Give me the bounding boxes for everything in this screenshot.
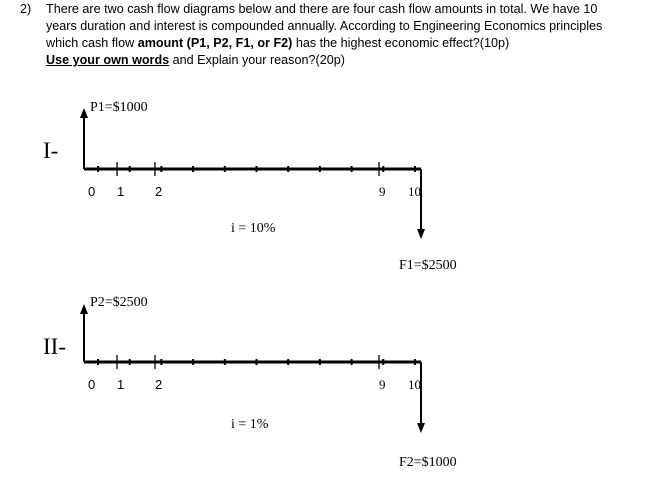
period-label-2: 2 — [155, 377, 163, 392]
tick-labels-1 — [88, 184, 421, 199]
interest-rate-label-2: i = 1% — [231, 417, 269, 432]
question-text — [20, 1, 660, 69]
cash-flow-diagram-1 — [0, 86, 663, 271]
interest-rate-label-1: i = 10% — [231, 221, 276, 236]
cash-flow-diagram-2-svg — [0, 282, 663, 470]
period-label-9: 9 — [379, 184, 386, 199]
present-value-label-2: P2=$2500 — [90, 295, 148, 310]
tick-labels-2 — [88, 377, 421, 392]
present-value-arrow-1-head — [80, 108, 88, 118]
future-value-arrow-1-head — [417, 229, 425, 239]
question-body — [46, 1, 660, 69]
question-line-3 — [46, 35, 660, 52]
question-line-4 — [46, 52, 660, 69]
question-line-3-segment-3: has the highest economic effect?(10p) — [292, 36, 510, 50]
question-line-3-segment-1: which cash flow — [46, 36, 138, 50]
diagram-1-label: I- — [43, 138, 59, 163]
question-emphasis-own-words: Use your own words — [46, 53, 170, 67]
cash-flow-diagram-2 — [0, 282, 663, 470]
question-line-1-segment-1: There are two cash flow diagrams below and there are four cash flow amounts in total. We have 10 — [46, 2, 598, 16]
future-value-label-2: F2=$1000 — [399, 455, 457, 470]
period-label-2: 2 — [155, 184, 163, 199]
question-line-1 — [46, 1, 660, 18]
period-label-9: 9 — [379, 377, 386, 392]
diagram-2-label: II- — [43, 334, 66, 359]
question-line-2 — [46, 18, 660, 35]
present-value-arrow-2-head — [80, 304, 88, 314]
cash-flow-diagram-1-svg — [0, 86, 663, 271]
future-value-arrow-2-head — [417, 423, 425, 433]
period-label-0: 0 — [88, 377, 96, 392]
future-value-label-1: F1=$2500 — [399, 258, 457, 273]
period-label-1: 1 — [117, 377, 125, 392]
question-line-2-segment-1: years duration and interest is compounded annually. According to Engineering Economics principles — [46, 19, 603, 33]
period-label-1: 1 — [117, 184, 125, 199]
period-label-10: 10 — [408, 184, 421, 199]
period-label-10: 10 — [408, 377, 421, 392]
question-line-4-segment-2: and Explain your reason?(20p) — [169, 53, 345, 67]
question-number: 2) — [20, 2, 32, 16]
present-value-label-1: P1=$1000 — [90, 100, 148, 115]
question-amount-list: amount (P1, P2, F1, or F2) — [137, 36, 293, 50]
period-label-0: 0 — [88, 184, 96, 199]
